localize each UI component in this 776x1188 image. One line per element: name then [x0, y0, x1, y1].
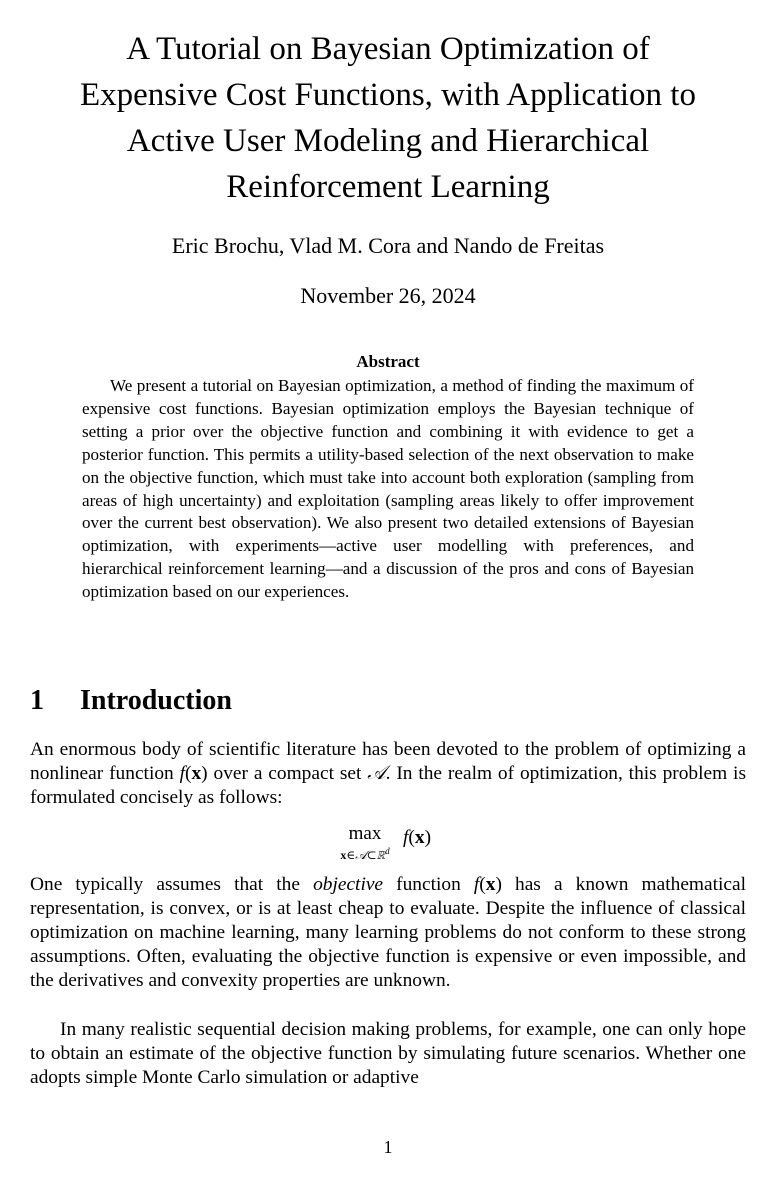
title-line: Active User Modeling and Hierarchical: [126, 123, 650, 159]
subscript-vector: x: [340, 848, 347, 862]
math-paren: (: [184, 763, 192, 784]
math-paren: ): [495, 874, 502, 895]
display-equation: [0, 824, 776, 864]
paragraph-text: has a known mathematical representation, is convex, or is at least cheap to evaluate. Despite the influence of classical optimization on machine learning, many learning problems do not conform to these strong assumptions. Often, evaluating the objective function is expensive or even impossible, and the derivatives and convexity properties are unknown.: [30, 874, 746, 991]
page-number: 1: [383, 1137, 393, 1157]
section-heading: [30, 683, 232, 719]
title-line: A Tutorial on Bayesian Optimization of: [126, 31, 650, 67]
paragraph-text: over a compact set: [207, 763, 368, 784]
math-paren: (: [479, 874, 486, 895]
max-subscript: [330, 844, 400, 862]
paragraph-text: An enormous body of scientific literature has been devoted to the problem of optimizing a nonlinear function: [30, 739, 746, 784]
author-list: Eric Brochu, Vlad M. Cora and Nando de Freitas: [171, 233, 605, 258]
section-title: Introduction: [80, 685, 232, 716]
section-number: 1: [30, 685, 44, 716]
math-paren: ): [201, 763, 208, 784]
subscript-domain: ∈𝒜⊂ℝ: [346, 848, 386, 862]
paragraph-text: function: [383, 874, 474, 895]
paragraph-text: . In the realm of optimization, this problem is formulated concisely as follows:: [30, 763, 746, 808]
publication-date: November 26, 2024: [300, 283, 476, 308]
title-line: Expensive Cost Functions, with Application to: [80, 77, 696, 113]
math-vector-x: x: [191, 763, 202, 784]
paper-title: [40, 26, 736, 210]
max-operator: max: [348, 823, 382, 844]
abstract-body: We present a tutorial on Bayesian optimization, a method of finding the maximum of expensive cost functions. Bayesian optimization employs the Bayesian technique of setting a prior over the objective function and combining it with evidence to get a posterior function. This permits a utility-based selection of the next observation to make on the objective function, which must take into account both exploration (sampling from areas of high uncertainty) and exploitation (sampling areas likely to offer improvement over the current best observation). We also present two detailed extensions of Bayesian optimization, with experiments—active user modelling with preferences, and hierarchical reinforcement learning—and a discussion of the pros and cons of Bayesian optimization based on our experiences.: [82, 376, 694, 602]
emphasized-term: objective: [313, 874, 384, 895]
paragraph-text: One typically assumes that the: [30, 874, 314, 895]
math-set-symbol: 𝒜: [367, 763, 386, 784]
subscript-dimension: d: [385, 846, 390, 856]
body-paragraph: [30, 873, 746, 993]
equation-body: f(x): [403, 827, 432, 848]
title-line: Reinforcement Learning: [226, 169, 550, 205]
body-paragraph: In many realistic sequential decision making problems, for example, one can only hope to obtain an estimate of the objective function by simulating future scenarios. Whether one adopts simple Monte Carlo simulation or adaptive: [30, 1019, 746, 1088]
math-vector-x: x: [485, 874, 496, 895]
body-paragraph: [30, 738, 746, 810]
abstract-heading: Abstract: [356, 352, 420, 371]
math-function-symbol: f: [179, 763, 185, 784]
equation-operator: [330, 824, 400, 862]
math-function-symbol: f: [473, 874, 480, 895]
